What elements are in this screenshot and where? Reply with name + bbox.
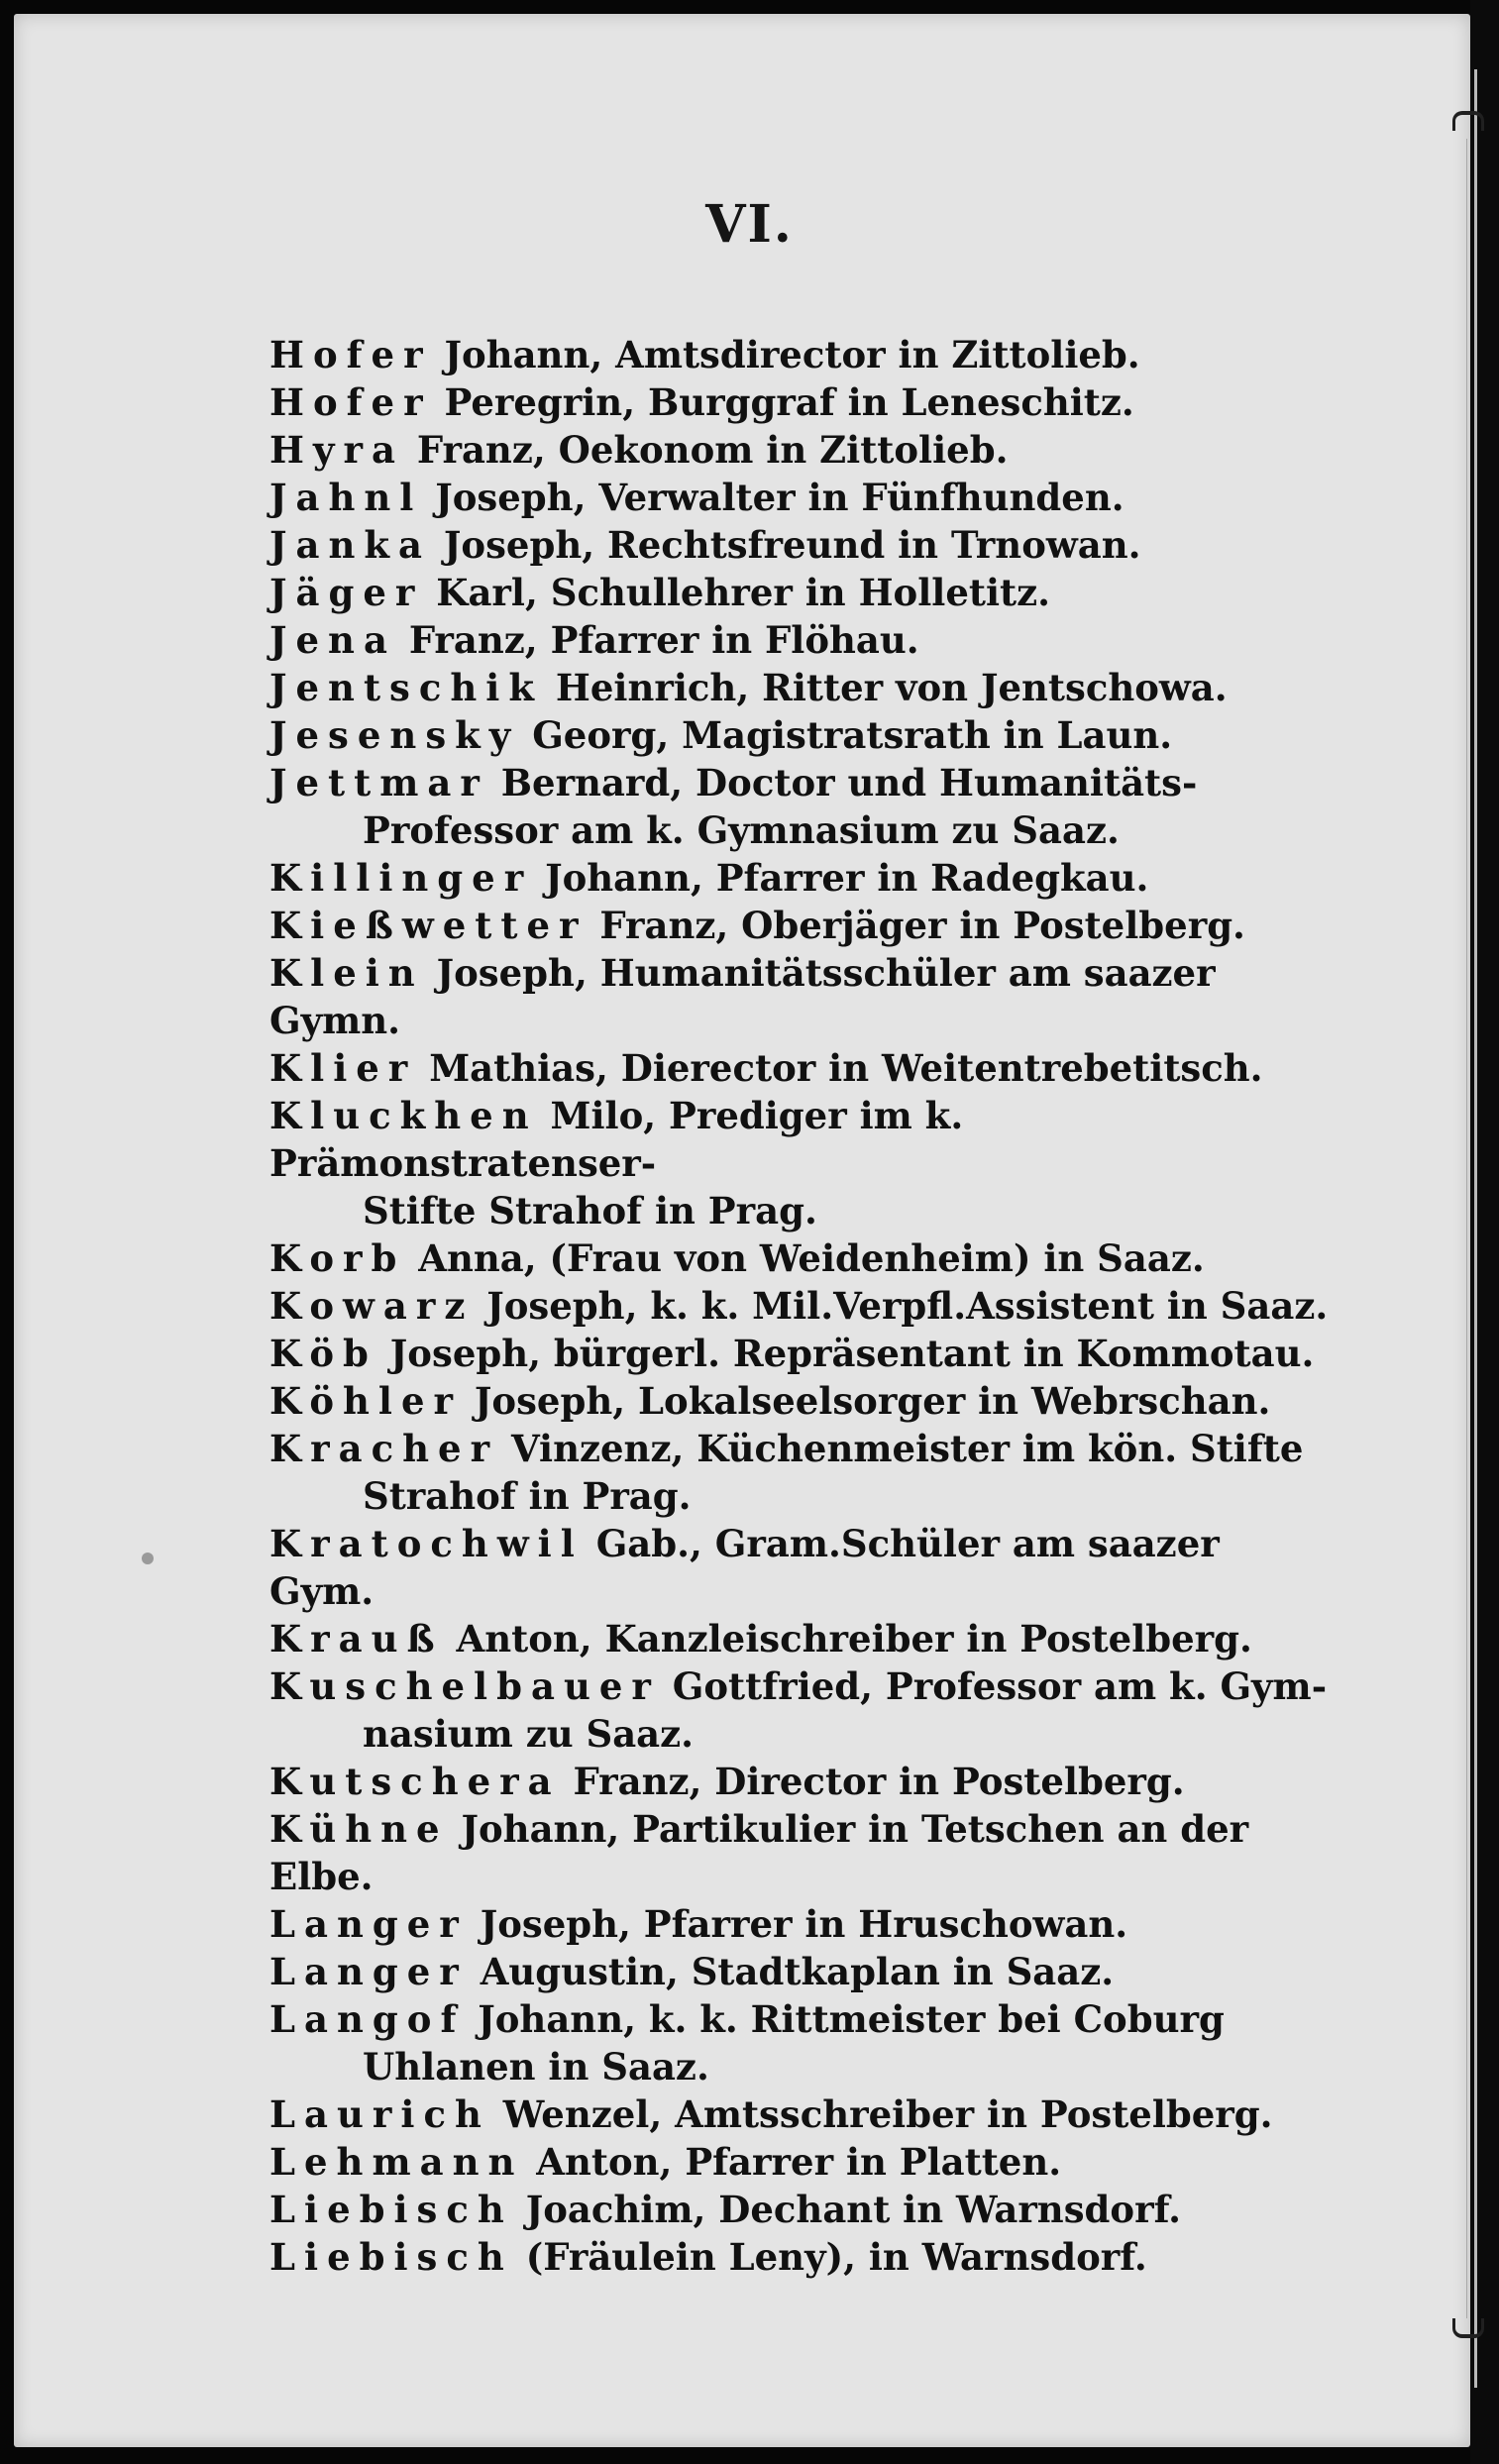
entry-item xyxy=(269,2138,1330,2186)
entry-surname: Killinger xyxy=(269,856,533,900)
entry-item xyxy=(269,426,1330,474)
entry-item xyxy=(269,1282,1330,1330)
entry-details: Joseph, Humanitätsschüler am saazer Gymn. xyxy=(269,951,1216,1042)
entry-surname: Lehmann xyxy=(269,2140,524,2184)
entry-surname: Kießwetter xyxy=(269,904,588,947)
entry-item xyxy=(269,331,1330,378)
entry-item xyxy=(269,1520,1330,1615)
entry-details: Heinrich, Ritter von Jentschowa. xyxy=(555,666,1228,709)
entry-details: Joseph, Pfarrer in Hruschowan. xyxy=(480,1902,1128,1946)
entry-surname: Jena xyxy=(269,618,396,662)
entry-surname: Köb xyxy=(269,1332,377,1375)
entry-surname: Hyra xyxy=(269,428,404,472)
margin-rule-thin xyxy=(1466,139,1467,2318)
entry-details: Georg, Magistratsrath in Laun. xyxy=(532,713,1173,757)
entry-details: Peregrin, Burggraf in Leneschitz. xyxy=(444,380,1134,424)
entry-item xyxy=(269,664,1330,711)
entry-item xyxy=(269,616,1330,664)
entry-list xyxy=(269,331,1330,2281)
entry-item xyxy=(269,1805,1330,1900)
entry-item xyxy=(269,1948,1330,1995)
ornament-top xyxy=(1452,111,1484,131)
entry-surname: Langof xyxy=(269,1997,466,2041)
entry-item xyxy=(269,1758,1330,1805)
entry-surname: Liebisch xyxy=(269,2235,513,2279)
entry-surname: Hofer xyxy=(269,333,432,376)
entry-item xyxy=(269,521,1330,569)
entry-item xyxy=(269,949,1330,1044)
entry-details: Joseph, bürgerl. Repräsentant in Kommotau. xyxy=(389,1332,1315,1375)
entry-surname: Kratochwil xyxy=(269,1522,584,1565)
entry-details: Anna, (Frau von Weidenheim) in Saaz. xyxy=(418,1236,1205,1280)
entry-item xyxy=(269,2090,1330,2138)
entry-continuation: Uhlanen in Saaz. xyxy=(363,2045,709,2089)
entry-surname: Jentschik xyxy=(269,666,543,709)
entry-details: Gab., Gram.Schüler am saazer Gym. xyxy=(269,1522,1220,1613)
entry-continuation: nasium zu Saaz. xyxy=(363,1712,695,1756)
entry-surname: Kühne xyxy=(269,1807,449,1851)
entry-surname: Kracher xyxy=(269,1427,499,1470)
entry-surname: Kutschera xyxy=(269,1760,561,1803)
entry-item xyxy=(269,759,1330,854)
entry-details: Joseph, Verwalter in Fünfhunden. xyxy=(435,476,1124,519)
paper-spot xyxy=(142,1553,154,1564)
entry-item xyxy=(269,569,1330,616)
margin-rule xyxy=(1474,69,1477,2388)
entry-details: Milo, Prediger im k. Prämonstratenser- xyxy=(269,1094,964,1185)
entry-surname: Kuschelbauer xyxy=(269,1664,660,1708)
entry-item xyxy=(269,1044,1330,1092)
entry-details: Johann, Partikulier in Tetschen an der Elbe. xyxy=(269,1807,1249,1898)
entry-item xyxy=(269,1900,1330,1948)
entry-details: Mathias, Dierector in Weitentrebetitsch. xyxy=(429,1046,1263,1090)
entry-surname: Langer xyxy=(269,1950,468,1993)
entry-surname: Krauß xyxy=(269,1617,444,1661)
entry-surname: Hofer xyxy=(269,380,432,424)
entry-surname: Jäger xyxy=(269,571,424,614)
entry-surname: Jettmar xyxy=(269,761,488,804)
entry-item xyxy=(269,1425,1330,1520)
entry-details: Johann, Pfarrer in Radegkau. xyxy=(545,856,1149,900)
entry-details: Joachim, Dechant in Warnsdorf. xyxy=(525,2188,1182,2231)
entry-details: Anton, Pfarrer in Platten. xyxy=(536,2140,1062,2184)
entry-surname: Korb xyxy=(269,1236,406,1280)
entry-item xyxy=(269,1092,1330,1234)
entry-surname: Köhler xyxy=(269,1379,463,1423)
entry-item xyxy=(269,1662,1330,1758)
entry-surname: Jesensky xyxy=(269,713,520,757)
entry-details: Franz, Oberjäger in Postelberg. xyxy=(599,904,1245,947)
entry-details: Franz, Pfarrer in Flöhau. xyxy=(408,618,919,662)
entry-details: Joseph, Lokalseelsorger in Webrschan. xyxy=(474,1379,1271,1423)
entry-continuation: Strahof in Prag. xyxy=(363,1474,692,1518)
entry-item xyxy=(269,1995,1330,2090)
entry-surname: Klier xyxy=(269,1046,417,1090)
entry-item xyxy=(269,1330,1330,1377)
entry-details: Wenzel, Amtsschreiber in Postelberg. xyxy=(502,2092,1273,2136)
entry-surname: Janka xyxy=(269,523,431,567)
entry-continuation: Professor am k. Gymnasium zu Saaz. xyxy=(363,808,1120,852)
entry-surname: Langer xyxy=(269,1902,468,1946)
entry-details: Vinzenz, Küchenmeister im kön. Stifte xyxy=(510,1427,1304,1470)
entry-details: (Fräulein Leny), in Warnsdorf. xyxy=(525,2235,1147,2279)
entry-surname: Kowarz xyxy=(269,1284,475,1328)
page-heading: VI. xyxy=(705,194,794,255)
entry-details: Anton, Kanzleischreiber in Postelberg. xyxy=(456,1617,1252,1661)
entry-item xyxy=(269,474,1330,521)
entry-item xyxy=(269,1615,1330,1662)
entry-item xyxy=(269,2186,1330,2233)
entry-item xyxy=(269,378,1330,426)
entry-item xyxy=(269,854,1330,902)
entry-surname: Laurich xyxy=(269,2092,490,2136)
entry-item xyxy=(269,902,1330,949)
entry-details: Johann, k. k. Rittmeister bei Coburg xyxy=(478,1997,1225,2041)
entry-details: Augustin, Stadtkaplan in Saaz. xyxy=(480,1950,1115,1993)
ornament-bottom xyxy=(1452,2318,1484,2338)
entry-item xyxy=(269,1377,1330,1425)
entry-continuation: Stifte Strahof in Prag. xyxy=(363,1189,817,1232)
entry-details: Franz, Oekonom in Zittolieb. xyxy=(416,428,1009,472)
entry-details: Franz, Director in Postelberg. xyxy=(573,1760,1185,1803)
entry-item xyxy=(269,2233,1330,2281)
entry-details: Gottfried, Professor am k. Gym- xyxy=(672,1664,1328,1708)
entry-surname: Liebisch xyxy=(269,2188,513,2231)
entry-details: Karl, Schullehrer in Holletitz. xyxy=(436,571,1050,614)
entry-surname: Kluckhen xyxy=(269,1094,538,1137)
entry-surname: Jahnl xyxy=(269,476,423,519)
entry-details: Johann, Amtsdirector in Zittolieb. xyxy=(444,333,1140,376)
entry-item xyxy=(269,711,1330,759)
entry-details: Joseph, k. k. Mil.Verpfl.Assistent in Saaz. xyxy=(486,1284,1329,1328)
entry-item xyxy=(269,1234,1330,1282)
entry-surname: Klein xyxy=(269,951,424,995)
entry-details: Bernard, Doctor und Humanitäts- xyxy=(500,761,1198,804)
entry-details: Joseph, Rechtsfreund in Trnowan. xyxy=(443,523,1141,567)
